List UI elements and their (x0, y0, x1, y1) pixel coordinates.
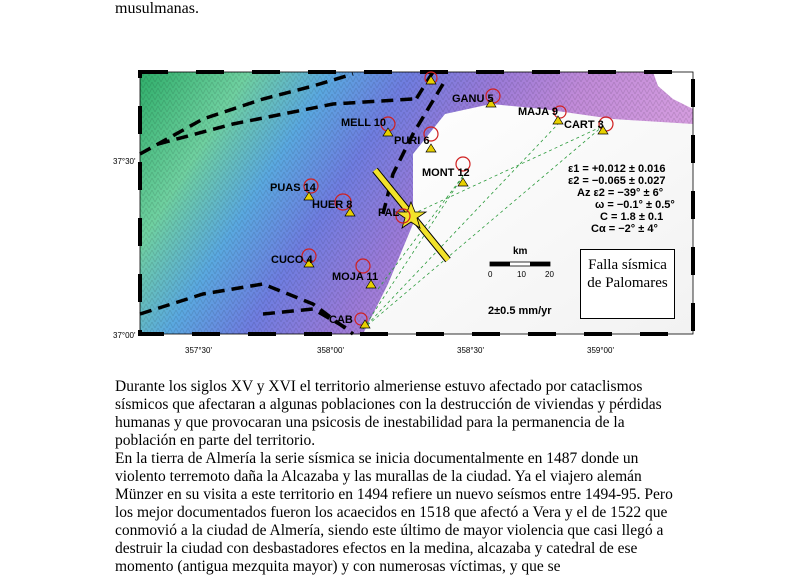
label-puas: PUAS 14 (270, 182, 316, 194)
velocity-label: 2±0.5 mm/yr (488, 305, 552, 317)
stat-c: C = 1.8 ± 0.1 (600, 211, 664, 223)
top-line: musulmanas. (115, 0, 199, 17)
paragraph-2: En la tierra de Almería la serie sísmica se inicia documentalmente en 1487 donde un violento terremoto daña la Alcazaba y las murallas de la ciudad. Ya el viajero alemán Münzer en su visita a este territorio en 1494 refiere un nuevo seísmos entre 1494-95. Pero los mejor documentados fueron los acaecidos en 1518 que afectó a Vera y el de 1522 que conmovió a la ciudad de Almería, siendo este último de mayor violencia que casi llegó a destruir la ciudad con desbastadores efectos en la medina, alcazaba y catedral de ese momento (antigua mezquita mayor) y con numerosas víctimas, y que se (115, 450, 673, 575)
scale-tick-20: 20 (545, 270, 554, 279)
fault-map-figure (113, 64, 703, 360)
stat-az: Az ε2 = −39° ± 6° (577, 187, 664, 199)
label-moja: MOJA 11 (332, 271, 379, 283)
lon-label-35830: 358°30' (457, 346, 484, 355)
lat-label-3730: 37°30' (113, 157, 136, 166)
stat-eps1: ε1 = +0.012 ± 0.016 (568, 163, 666, 175)
stat-calpha: Cα = −2° ± 4° (591, 223, 658, 235)
scale-unit: km (513, 246, 528, 257)
label-cuco: CUCO 4 (271, 254, 313, 266)
body-text (115, 378, 685, 576)
stat-eps2: ε2 = −0.065 ± 0.027 (568, 175, 666, 187)
scale-tick-0: 0 (488, 270, 493, 279)
label-ganu: GANU 5 (452, 93, 494, 105)
paragraph-1: Durante los siglos XV y XVI el territorio almeriense estuvo afectado por cataclismos sísmicos que afectaran a algunas poblaciones con la destrucción de viviendas y pérdidas humanas y que provocaran una psicosis de inestabilidad para la permanencia de la población en parte del territorio. (115, 378, 662, 449)
lon-label-35900: 359°00' (587, 346, 614, 355)
fault-label: Falla sísmica de Palomares (587, 257, 668, 291)
scale-tick-10: 10 (517, 270, 526, 279)
label-cab: CAB (329, 314, 353, 326)
label-cart: CART 3 (564, 119, 604, 131)
label-mell: MELL 10 (341, 117, 387, 129)
label-puri: PURI 6 (394, 135, 430, 147)
label-mont: MONT 12 (422, 167, 470, 179)
lon-label-35730: 357°30' (185, 346, 212, 355)
stat-omega: ω = −0.1° ± 0.5° (595, 199, 675, 211)
label-pal: PAL (378, 207, 400, 219)
label-huer: HUER 8 (312, 199, 353, 211)
lat-label-3700: 37°00' (113, 331, 136, 340)
fault-label-box (580, 249, 675, 319)
lon-label-35800: 358°00' (317, 346, 344, 355)
label-maja: MAJA 9 (518, 106, 558, 118)
